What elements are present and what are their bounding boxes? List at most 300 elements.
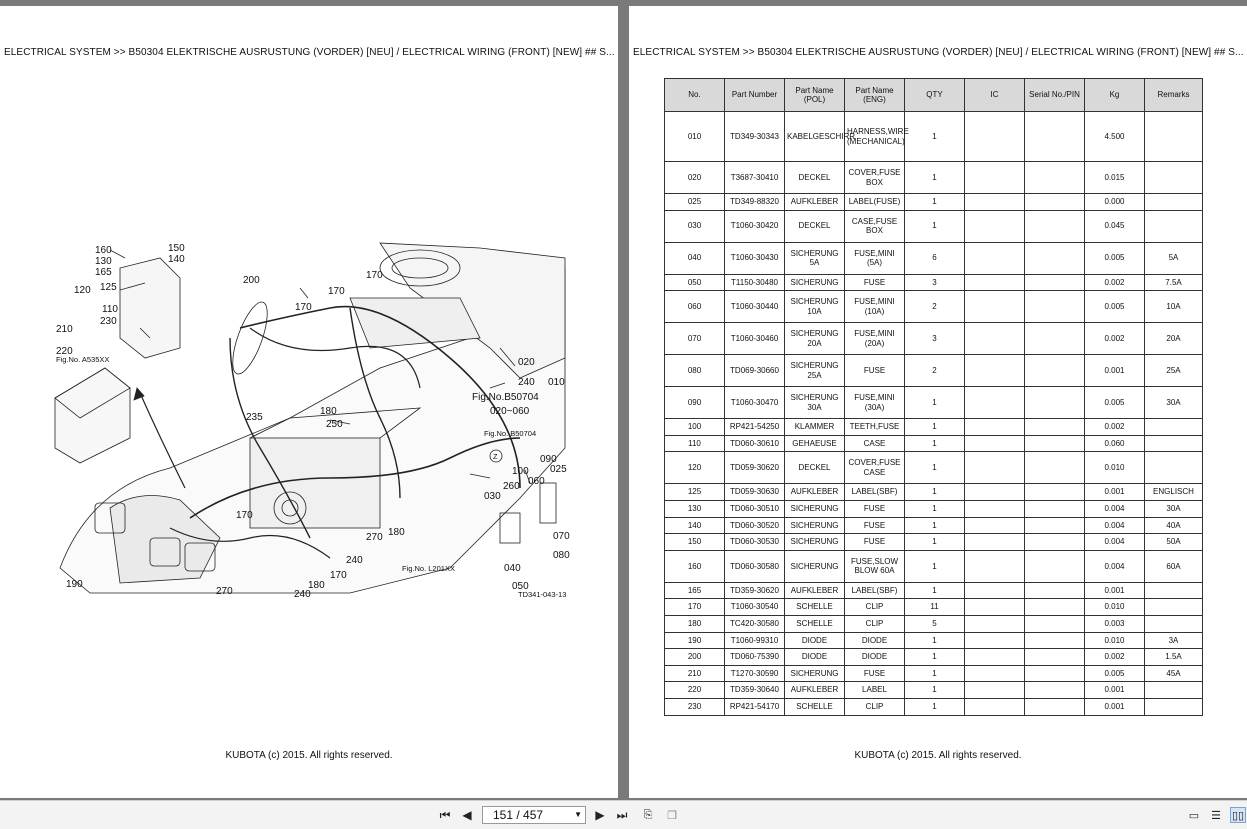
page-number-select[interactable] <box>482 806 586 824</box>
cell-kg: 0.010 <box>1085 452 1145 484</box>
cell-ic <box>965 615 1025 632</box>
cell-pol: DECKEL <box>785 452 845 484</box>
cell-no: 110 <box>665 435 725 452</box>
cell-qty: 1 <box>905 632 965 649</box>
cell-no: 080 <box>665 355 725 387</box>
cell-kg: 0.010 <box>1085 599 1145 616</box>
callout: 060 <box>528 476 545 487</box>
callout: 180 <box>308 580 325 591</box>
cell-serial <box>1025 210 1085 242</box>
cell-ic <box>965 682 1025 699</box>
cell-remarks: 5A <box>1145 242 1203 274</box>
cell-no: 060 <box>665 291 725 323</box>
wiring-diagram <box>50 238 570 600</box>
right-page <box>629 6 1247 798</box>
cell-serial <box>1025 500 1085 517</box>
cell-ic <box>965 210 1025 242</box>
continuous-view-icon[interactable]: ☰ <box>1211 809 1221 822</box>
cell-qty: 1 <box>905 550 965 582</box>
callout: 090 <box>540 454 557 465</box>
cell-kg: 0.001 <box>1085 582 1145 599</box>
table-row <box>665 484 1203 501</box>
cell-qty: 1 <box>905 534 965 551</box>
cell-part: TD349-30343 <box>725 112 785 162</box>
cell-eng: COVER,FUSE CASE <box>845 452 905 484</box>
cell-eng: FUSE <box>845 500 905 517</box>
cell-no: 050 <box>665 274 725 291</box>
cell-remarks <box>1145 435 1203 452</box>
cell-qty: 1 <box>905 210 965 242</box>
cell-pol: SICHERUNG 25A <box>785 355 845 387</box>
cell-ic <box>965 632 1025 649</box>
cell-remarks <box>1145 210 1203 242</box>
table-row <box>665 550 1203 582</box>
cell-serial <box>1025 323 1085 355</box>
table-row <box>665 112 1203 162</box>
cell-serial <box>1025 291 1085 323</box>
page-header: ELECTRICAL SYSTEM >> B50304 ELEKTRISCHE AUSRUSTUNG (VORDER) [NEU] / ELECTRICAL WIRING (FRONT) [NEW] ## S... <box>4 47 615 58</box>
cell-part: TD359-30620 <box>725 582 785 599</box>
cell-no: 200 <box>665 649 725 666</box>
callout: 070 <box>553 531 570 542</box>
cell-serial <box>1025 435 1085 452</box>
cell-remarks: 7.5A <box>1145 274 1203 291</box>
callout: 180 <box>320 406 337 417</box>
cell-qty: 1 <box>905 419 965 436</box>
cell-ic <box>965 534 1025 551</box>
cell-qty: 3 <box>905 323 965 355</box>
fig-ref-a535-label: Fig.No. A535XX <box>56 355 110 364</box>
cell-serial <box>1025 162 1085 194</box>
callout: 180 <box>388 527 405 538</box>
callout: 230 <box>100 316 117 327</box>
first-page-icon[interactable]: ⏮ <box>439 807 451 822</box>
cell-qty: 5 <box>905 615 965 632</box>
column-header: Serial No./PIN <box>1025 79 1085 112</box>
prev-page-icon[interactable]: ◀ <box>462 808 472 822</box>
cell-part: TD059-30630 <box>725 484 785 501</box>
table-row <box>665 599 1203 616</box>
cell-remarks <box>1145 582 1203 599</box>
cell-remarks: 10A <box>1145 291 1203 323</box>
cell-serial <box>1025 632 1085 649</box>
cell-remarks: 1.5A <box>1145 649 1203 666</box>
table-row <box>665 665 1203 682</box>
table-row <box>665 500 1203 517</box>
cell-kg: 0.005 <box>1085 242 1145 274</box>
cell-qty: 1 <box>905 194 965 211</box>
callout: 100 <box>512 466 529 477</box>
two-page-view-icon[interactable]: ▯▯ <box>1230 807 1246 823</box>
cell-serial <box>1025 615 1085 632</box>
copy-pages-icon[interactable]: ❐ <box>667 809 677 822</box>
cell-qty: 1 <box>905 112 965 162</box>
callout: 220 <box>56 346 73 357</box>
column-header: Remarks <box>1145 79 1203 112</box>
cell-ic <box>965 419 1025 436</box>
cell-remarks <box>1145 452 1203 484</box>
cell-eng: FUSE <box>845 665 905 682</box>
table-row <box>665 534 1203 551</box>
cell-pol: SICHERUNG 10A <box>785 291 845 323</box>
callout: 210 <box>56 324 73 335</box>
z-mark: Z <box>493 452 498 461</box>
table-row <box>665 435 1203 452</box>
cell-eng: CLIP <box>845 698 905 715</box>
callout: 050 <box>512 581 529 592</box>
table-row <box>665 698 1203 715</box>
cell-no: 180 <box>665 615 725 632</box>
table-row <box>665 615 1203 632</box>
callout: 270 <box>216 586 233 597</box>
cell-kg: 0.003 <box>1085 615 1145 632</box>
callout: 240 <box>294 589 311 600</box>
fig-ref-b50704: Fig.No.B50704 <box>472 392 539 403</box>
cell-eng: FUSE <box>845 274 905 291</box>
cell-part: TC420-30580 <box>725 615 785 632</box>
cell-pol: SICHERUNG 20A <box>785 323 845 355</box>
column-header: Part Name (ENG) <box>845 79 905 112</box>
cell-remarks <box>1145 682 1203 699</box>
cell-ic <box>965 387 1025 419</box>
cell-kg: 0.002 <box>1085 323 1145 355</box>
cell-serial <box>1025 599 1085 616</box>
table-header-row <box>665 79 1203 112</box>
cell-ic <box>965 194 1025 211</box>
cell-part: T1060-30460 <box>725 323 785 355</box>
table-row <box>665 194 1203 211</box>
cell-ic <box>965 355 1025 387</box>
cell-remarks: 25A <box>1145 355 1203 387</box>
next-page-icon[interactable]: ▶ <box>595 808 605 822</box>
cell-eng: CLIP <box>845 599 905 616</box>
cell-remarks: 20A <box>1145 323 1203 355</box>
cell-serial <box>1025 582 1085 599</box>
cell-kg: 0.001 <box>1085 698 1145 715</box>
page-footer: KUBOTA (c) 2015. All rights reserved. <box>854 750 1022 761</box>
callout: 250 <box>326 419 343 430</box>
cell-ic <box>965 242 1025 274</box>
cell-ic <box>965 649 1025 666</box>
cell-pol: SCHELLE <box>785 599 845 616</box>
cell-eng: FUSE,MINI (30A) <box>845 387 905 419</box>
cell-pol: DIODE <box>785 649 845 666</box>
cell-ic <box>965 665 1025 682</box>
callout: 170 <box>366 270 383 281</box>
cell-qty: 2 <box>905 355 965 387</box>
callout: 020 <box>518 357 535 368</box>
left-page <box>0 6 618 798</box>
table-row <box>665 274 1203 291</box>
callout: 130 <box>95 256 112 267</box>
callout: 025 <box>550 464 567 475</box>
callout: 235 <box>246 412 263 423</box>
cell-remarks <box>1145 698 1203 715</box>
cell-ic <box>965 291 1025 323</box>
cell-qty: 1 <box>905 665 965 682</box>
cell-eng: FUSE,SLOW BLOW 60A <box>845 550 905 582</box>
cell-remarks: 30A <box>1145 387 1203 419</box>
cell-no: 210 <box>665 665 725 682</box>
cell-ic <box>965 698 1025 715</box>
callout: 040 <box>504 563 521 574</box>
column-header: QTY <box>905 79 965 112</box>
cell-qty: 11 <box>905 599 965 616</box>
cell-pol: SICHERUNG 5A <box>785 242 845 274</box>
cell-serial <box>1025 534 1085 551</box>
cell-part: TD060-30530 <box>725 534 785 551</box>
cell-ic <box>965 517 1025 534</box>
cell-kg: 0.015 <box>1085 162 1145 194</box>
callout: 170 <box>328 286 345 297</box>
fig-ref-b50704-small: Fig.No. B50704 <box>484 429 537 438</box>
table-row <box>665 210 1203 242</box>
cell-no: 130 <box>665 500 725 517</box>
cell-part: T1060-99310 <box>725 632 785 649</box>
cell-part: TD060-30610 <box>725 435 785 452</box>
rotate-pages-icon[interactable]: ⎘ <box>643 808 653 821</box>
page-footer: KUBOTA (c) 2015. All rights reserved. <box>225 750 393 761</box>
cell-eng: FUSE <box>845 355 905 387</box>
cell-serial <box>1025 387 1085 419</box>
cell-no: 160 <box>665 550 725 582</box>
cell-no: 090 <box>665 387 725 419</box>
cell-remarks <box>1145 419 1203 436</box>
cell-qty: 1 <box>905 698 965 715</box>
cell-serial <box>1025 112 1085 162</box>
cell-part: TD069-30660 <box>725 355 785 387</box>
cell-ic <box>965 162 1025 194</box>
cell-pol: SICHERUNG <box>785 534 845 551</box>
cell-no: 100 <box>665 419 725 436</box>
cell-remarks: 40A <box>1145 517 1203 534</box>
table-row <box>665 517 1203 534</box>
cell-ic <box>965 323 1025 355</box>
cell-part: RP421-54170 <box>725 698 785 715</box>
cell-eng: LABEL(SBF) <box>845 582 905 599</box>
cell-eng: FUSE,MINI (5A) <box>845 242 905 274</box>
cell-remarks: 45A <box>1145 665 1203 682</box>
wiring-diagram-svg <box>50 238 570 600</box>
table-row <box>665 323 1203 355</box>
cell-eng: LABEL <box>845 682 905 699</box>
cell-serial <box>1025 452 1085 484</box>
cell-part: TD060-30510 <box>725 500 785 517</box>
cell-pol: SICHERUNG <box>785 517 845 534</box>
cell-kg: 0.060 <box>1085 435 1145 452</box>
cell-qty: 1 <box>905 517 965 534</box>
cell-kg: 0.002 <box>1085 274 1145 291</box>
cell-part: T1060-30470 <box>725 387 785 419</box>
cell-remarks <box>1145 599 1203 616</box>
cell-part: RP421-54250 <box>725 419 785 436</box>
cell-serial <box>1025 649 1085 666</box>
callout: 170 <box>236 510 253 521</box>
cell-no: 190 <box>665 632 725 649</box>
cell-pol: AUFKLEBER <box>785 582 845 599</box>
cell-part: T1060-30430 <box>725 242 785 274</box>
cell-remarks: 3A <box>1145 632 1203 649</box>
table-row <box>665 419 1203 436</box>
cell-part: T1060-30540 <box>725 599 785 616</box>
cell-ic <box>965 112 1025 162</box>
cell-remarks: 30A <box>1145 500 1203 517</box>
cell-pol: GEHAEUSE <box>785 435 845 452</box>
callout: 125 <box>100 282 117 293</box>
callout: 170 <box>330 570 347 581</box>
cell-pol: DIODE <box>785 632 845 649</box>
callout: 190 <box>66 579 83 590</box>
cell-ic <box>965 500 1025 517</box>
cell-no: 140 <box>665 517 725 534</box>
cell-ic <box>965 484 1025 501</box>
fig-ref-l201: Fig.No. L201XX <box>402 564 455 573</box>
cell-kg: 0.045 <box>1085 210 1145 242</box>
cell-serial <box>1025 698 1085 715</box>
callout: 030 <box>484 491 501 502</box>
callout: 020~060 <box>490 406 530 417</box>
cell-ic <box>965 582 1025 599</box>
cell-pol: KLAMMER <box>785 419 845 436</box>
callout: 260 <box>503 481 520 492</box>
cell-part: TD359-30640 <box>725 682 785 699</box>
callout: 150 <box>168 243 185 254</box>
cell-eng: FUSE,MINI (20A) <box>845 323 905 355</box>
cell-eng: HARNESS,WIRE (MECHANICAL) <box>845 112 905 162</box>
callout: 080 <box>553 550 570 561</box>
cell-pol: SICHERUNG <box>785 500 845 517</box>
cell-ic <box>965 274 1025 291</box>
chevron-down-icon: ▼ <box>574 810 582 819</box>
cell-eng: FUSE,MINI (10A) <box>845 291 905 323</box>
callout: 240 <box>518 377 535 388</box>
cell-serial <box>1025 665 1085 682</box>
cell-part: T1150-30480 <box>725 274 785 291</box>
cell-qty: 1 <box>905 500 965 517</box>
cell-pol: DECKEL <box>785 210 845 242</box>
cell-eng: CASE <box>845 435 905 452</box>
cell-pol: AUFKLEBER <box>785 484 845 501</box>
cell-no: 010 <box>665 112 725 162</box>
cell-kg: 0.002 <box>1085 419 1145 436</box>
cell-no: 170 <box>665 599 725 616</box>
cell-eng: DIODE <box>845 649 905 666</box>
cell-remarks <box>1145 615 1203 632</box>
cell-qty: 1 <box>905 435 965 452</box>
table-row <box>665 582 1203 599</box>
callout: 110 <box>102 304 118 315</box>
cell-pol: SCHELLE <box>785 615 845 632</box>
cell-no: 040 <box>665 242 725 274</box>
cell-serial <box>1025 484 1085 501</box>
column-header: Part Name (POL) <box>785 79 845 112</box>
cell-kg: 0.004 <box>1085 500 1145 517</box>
cell-serial <box>1025 682 1085 699</box>
cell-remarks <box>1145 162 1203 194</box>
cell-eng: COVER,FUSE BOX <box>845 162 905 194</box>
table-row <box>665 452 1203 484</box>
cell-no: 025 <box>665 194 725 211</box>
callout: 010 <box>548 377 565 388</box>
table-row <box>665 291 1203 323</box>
cell-part: T1060-30440 <box>725 291 785 323</box>
cell-eng: FUSE <box>845 517 905 534</box>
cell-serial <box>1025 419 1085 436</box>
cell-part: TD060-75390 <box>725 649 785 666</box>
cell-kg: 4.500 <box>1085 112 1145 162</box>
cell-remarks: ENGLISCH <box>1145 484 1203 501</box>
cell-pol: SICHERUNG <box>785 550 845 582</box>
cell-ic <box>965 452 1025 484</box>
cell-kg: 0.005 <box>1085 387 1145 419</box>
cell-part: TD060-30580 <box>725 550 785 582</box>
cell-pol: SICHERUNG <box>785 665 845 682</box>
cell-pol: KABELGESCHIRR <box>785 112 845 162</box>
last-page-icon[interactable]: ⏭ <box>616 807 628 822</box>
fig-ref-a535 <box>56 355 109 364</box>
cell-kg: 0.001 <box>1085 484 1145 501</box>
cell-ic <box>965 599 1025 616</box>
cell-qty: 1 <box>905 162 965 194</box>
cell-pol: AUFKLEBER <box>785 682 845 699</box>
table-row <box>665 649 1203 666</box>
table-row <box>665 355 1203 387</box>
cell-part: TD060-30520 <box>725 517 785 534</box>
table-row <box>665 162 1203 194</box>
cell-remarks: 50A <box>1145 534 1203 551</box>
drawing-code: TD341-043-13 <box>518 590 567 599</box>
cell-no: 220 <box>665 682 725 699</box>
column-header: Kg <box>1085 79 1145 112</box>
cell-pol: DECKEL <box>785 162 845 194</box>
callout: 165 <box>95 267 112 278</box>
callout: 200 <box>243 275 260 286</box>
cell-qty: 1 <box>905 484 965 501</box>
cell-qty: 1 <box>905 387 965 419</box>
parts-table <box>664 78 1203 716</box>
cell-eng: LABEL(SBF) <box>845 484 905 501</box>
callout: 270 <box>366 532 383 543</box>
table-row <box>665 387 1203 419</box>
cell-pol: AUFKLEBER <box>785 194 845 211</box>
cell-kg: 0.002 <box>1085 649 1145 666</box>
cell-no: 070 <box>665 323 725 355</box>
table-row <box>665 632 1203 649</box>
column-header: Part Number <box>725 79 785 112</box>
cell-eng: FUSE <box>845 534 905 551</box>
table-row <box>665 682 1203 699</box>
cell-ic <box>965 435 1025 452</box>
cell-qty: 2 <box>905 291 965 323</box>
cell-kg: 0.000 <box>1085 194 1145 211</box>
cell-part: T3687-30410 <box>725 162 785 194</box>
cell-kg: 0.004 <box>1085 517 1145 534</box>
column-header: No. <box>665 79 725 112</box>
callout: 170 <box>295 302 312 313</box>
cell-pol: SICHERUNG 30A <box>785 387 845 419</box>
cell-qty: 1 <box>905 682 965 699</box>
cell-serial <box>1025 242 1085 274</box>
page-header: ELECTRICAL SYSTEM >> B50304 ELEKTRISCHE AUSRUSTUNG (VORDER) [NEU] / ELECTRICAL WIRING (FRONT) [NEW] ## S... <box>633 47 1244 58</box>
cell-part: TD059-30620 <box>725 452 785 484</box>
single-page-view-icon[interactable]: ▭ <box>1188 809 1200 822</box>
callout: 160 <box>95 245 112 256</box>
cell-kg: 0.004 <box>1085 550 1145 582</box>
cell-kg: 0.004 <box>1085 534 1145 551</box>
cell-no: 020 <box>665 162 725 194</box>
cell-remarks <box>1145 112 1203 162</box>
cell-qty: 1 <box>905 649 965 666</box>
